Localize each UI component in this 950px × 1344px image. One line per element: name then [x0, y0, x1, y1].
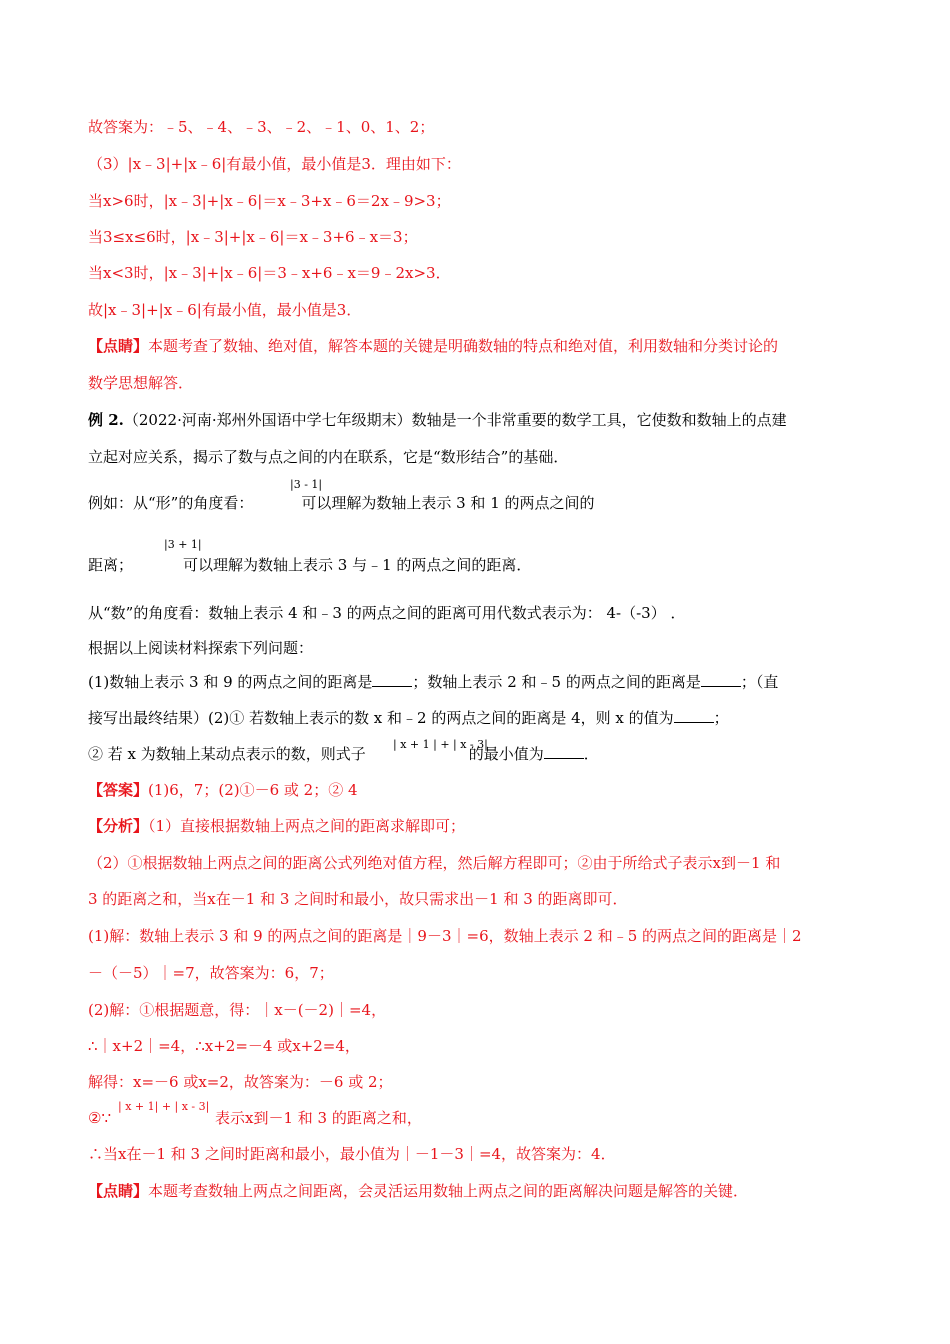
- analysis-text: （1）直接根据数轴上两点之间的距离求解即可；: [148, 817, 466, 835]
- analysis-part2: （2）①根据数轴上两点之间的距离公式列绝对值方程，然后解方程即可；②由于所给式子表示x到－1 和: [88, 854, 781, 872]
- final-comment-text: 本题考查数轴上两点之间距离，会灵活运用数轴上两点之间的距离解决问题是解答的关键．: [148, 1182, 749, 1200]
- analysis-part2-cont: 3 的距离之和，当x在－1 和 3 之间时和最小，故只需求出－1 和 3 的距离即可．: [88, 890, 628, 908]
- answer-line: [88, 779, 358, 801]
- shape-view-line: [88, 492, 595, 514]
- q1-text-a: (1)数轴上表示 3 和 9 的两点之间的距离是: [88, 673, 373, 691]
- expr-sum-abs-2: | x + 1| + | x - 3|: [118, 1100, 210, 1113]
- q1-text-b: ；数轴上表示 2 和﹣5 的两点之间的距离是: [412, 673, 701, 691]
- comment-text: 本题考查了数轴、绝对值，解答本题的关键是明确数轴的特点和绝对值，利用数轴和分类讨论的: [148, 337, 779, 355]
- distance-text-2: 可以理解为数轴上表示 3 与﹣1 的两点之间的距离．: [183, 556, 532, 574]
- prev-case-3: 当x<3时，|x﹣3|+|x﹣6|＝3﹣x+6﹣x＝9﹣2x>3．: [88, 264, 451, 282]
- prev-answer-line: 故答案为：﹣5、﹣4、﹣3、﹣2、﹣1、0、1、2；: [88, 118, 435, 136]
- question-1: [88, 671, 778, 693]
- question-3: [88, 743, 599, 765]
- distance-line: [88, 554, 531, 576]
- example-label: 例 2.: [88, 411, 124, 429]
- shape-view-text-2: 可以理解为数轴上表示 3 和 1 的两点之间的: [301, 494, 595, 512]
- solution-2-part2: [88, 1107, 422, 1129]
- final-comment-tag: 【点睛】: [88, 1182, 149, 1200]
- read-material-line: 根据以上阅读材料探索下列问题：: [88, 639, 314, 657]
- solution-2-part2-text: 表示x到－1 和 3 的距离之和，: [215, 1109, 422, 1127]
- analysis-tag: 【分析】: [88, 817, 149, 835]
- q3-text-a: ② 若 x 为数轴上某动点表示的数，则式子: [88, 745, 366, 763]
- distance-text: 距离；: [88, 556, 134, 574]
- answer-text: (1)6，7；(2)①－6 或 2；② 4: [148, 781, 358, 799]
- q2-text-b: ；: [713, 709, 729, 727]
- q3-text-b: 的最小值为: [468, 745, 544, 763]
- solution-2-result: 解得：x=－6 或x=2，故答案为：－6 或 2；: [88, 1073, 393, 1091]
- analysis-line: [88, 815, 465, 837]
- prev-part3-statement: （3）|x﹣3|+|x﹣6|有最小值，最小值是3．理由如下：: [88, 155, 461, 173]
- since-text: ②∵: [88, 1109, 111, 1127]
- expr-sum-abs: | x + 1 | + | x - 3|: [393, 738, 488, 751]
- prev-conclusion: 故|x﹣3|+|x﹣6|有最小值，最小值是3．: [88, 301, 362, 319]
- solution-2-conclusion: ∴当x在－1 和 3 之间时距离和最小，最小值为｜－1－3｜=4，故答案为：4．: [88, 1145, 616, 1163]
- expr-abs-3-minus-1: |3 - 1|: [290, 478, 323, 491]
- final-comment: [88, 1180, 748, 1202]
- expr-abs-3-plus-1: |3 + 1|: [164, 538, 202, 551]
- answer-blank-4: [544, 743, 584, 759]
- prev-case-1: 当x>6时，|x﹣3|+|x﹣6|＝x﹣3+x﹣6＝2x﹣9>3；: [88, 192, 451, 210]
- example-intro: [88, 409, 787, 431]
- solution-2: (2)解：①根据题意，得：｜x－(－2)｜=4，: [88, 1001, 387, 1019]
- solution-1: (1)解：数轴上表示 3 和 9 的两点之间的距离是｜9－3｜=6，数轴上表示 2 和﹣5 的两点之间的距离是｜2: [88, 927, 802, 945]
- answer-tag: 【答案】: [88, 781, 149, 799]
- answer-blank-2: [701, 671, 741, 687]
- q3-text-c: ．: [583, 745, 599, 763]
- number-view-line: 从“数”的角度看：数轴上表示 4 和﹣3 的两点之间的距离可用代数式表示为： 4-（-3） ．: [88, 604, 686, 622]
- solution-2-step: ∴｜x+2｜=4，∴x+2=－4 或x+2=4，: [88, 1037, 360, 1055]
- prev-case-2: 当3≤x≤6时，|x﹣3|+|x﹣6|＝x﹣3+6﹣x＝3；: [88, 228, 418, 246]
- question-2: [88, 707, 729, 729]
- shape-view-text: 例如：从“形”的角度看：: [88, 494, 254, 512]
- prev-comment-cont: 数学思想解答．: [88, 374, 194, 392]
- q2-text-a: 接写出最终结果）(2)① 若数轴上表示的数 x 和﹣2 的两点之间的距离是 4，则 x 的值为: [88, 709, 674, 727]
- comment-tag: 【点睛】: [88, 337, 149, 355]
- example-intro-text: （2022·河南·郑州外国语中学七年级期末）数轴是一个非常重要的数学工具，它使数和数轴上的点建: [123, 411, 787, 429]
- answer-blank-3: [674, 707, 714, 723]
- answer-blank-1: [372, 671, 412, 687]
- solution-1-cont: －（－5）｜=7，故答案为：6，7；: [88, 964, 334, 982]
- prev-comment: [88, 335, 778, 357]
- q1-text-c: ；（直: [740, 673, 779, 691]
- example-intro-cont: 立起对应关系，揭示了数与点之间的内在联系，它是“数形结合”的基础．: [88, 448, 569, 466]
